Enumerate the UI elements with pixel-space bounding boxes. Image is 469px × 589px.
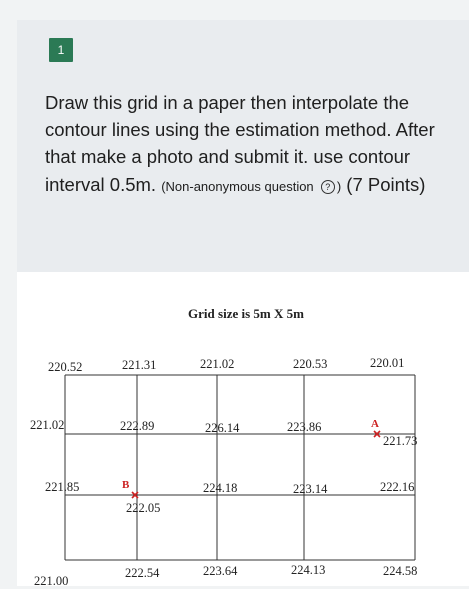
grid-value: 222.16 [380, 480, 415, 494]
grid-value: 226.14 [205, 421, 240, 435]
grid-value: 222.05 [126, 501, 161, 515]
grid-value: 222.89 [120, 419, 155, 433]
grid-value: 220.53 [293, 357, 328, 371]
grid-value: 223.64 [203, 564, 238, 578]
grid-value: 222.54 [125, 566, 160, 580]
grid-value: 221.73 [383, 434, 418, 448]
grid-value: 221.02 [30, 418, 65, 432]
grid-value: 224.58 [383, 564, 418, 578]
question-number-badge: 1 [49, 38, 73, 62]
question-main-text: Draw this grid in a paper then interpolate the contour lines using the estimation method. After that make a photo and submit it. use contour interval 0.5m. [45, 92, 435, 195]
grid-value: 223.14 [293, 482, 328, 496]
grid-value: 224.18 [203, 481, 238, 495]
grid-value: 221.00 [34, 574, 69, 588]
grid-lines [17, 272, 469, 586]
question-note-close: ) [336, 178, 342, 194]
grid-value: 223.86 [287, 420, 322, 434]
question-points: (7 Points) [346, 173, 426, 195]
figure-title: Grid size is 5m X 5m [188, 306, 304, 321]
question-header [17, 20, 469, 272]
grid-figure [17, 272, 469, 586]
grid-value: 224.13 [291, 563, 326, 577]
grid-value: 221.31 [122, 358, 157, 372]
question-text [45, 89, 445, 200]
grid-value: 220.52 [48, 360, 83, 374]
grid-value: 221.02 [200, 357, 235, 371]
question-card [17, 20, 469, 586]
point-a-label: A [371, 418, 379, 430]
grid-value: 220.01 [370, 356, 405, 370]
point-b-label: B [122, 479, 130, 491]
help-icon[interactable]: ? [321, 180, 335, 194]
question-note: (Non-anonymous question [161, 178, 314, 194]
grid-value: 221.85 [45, 480, 80, 494]
